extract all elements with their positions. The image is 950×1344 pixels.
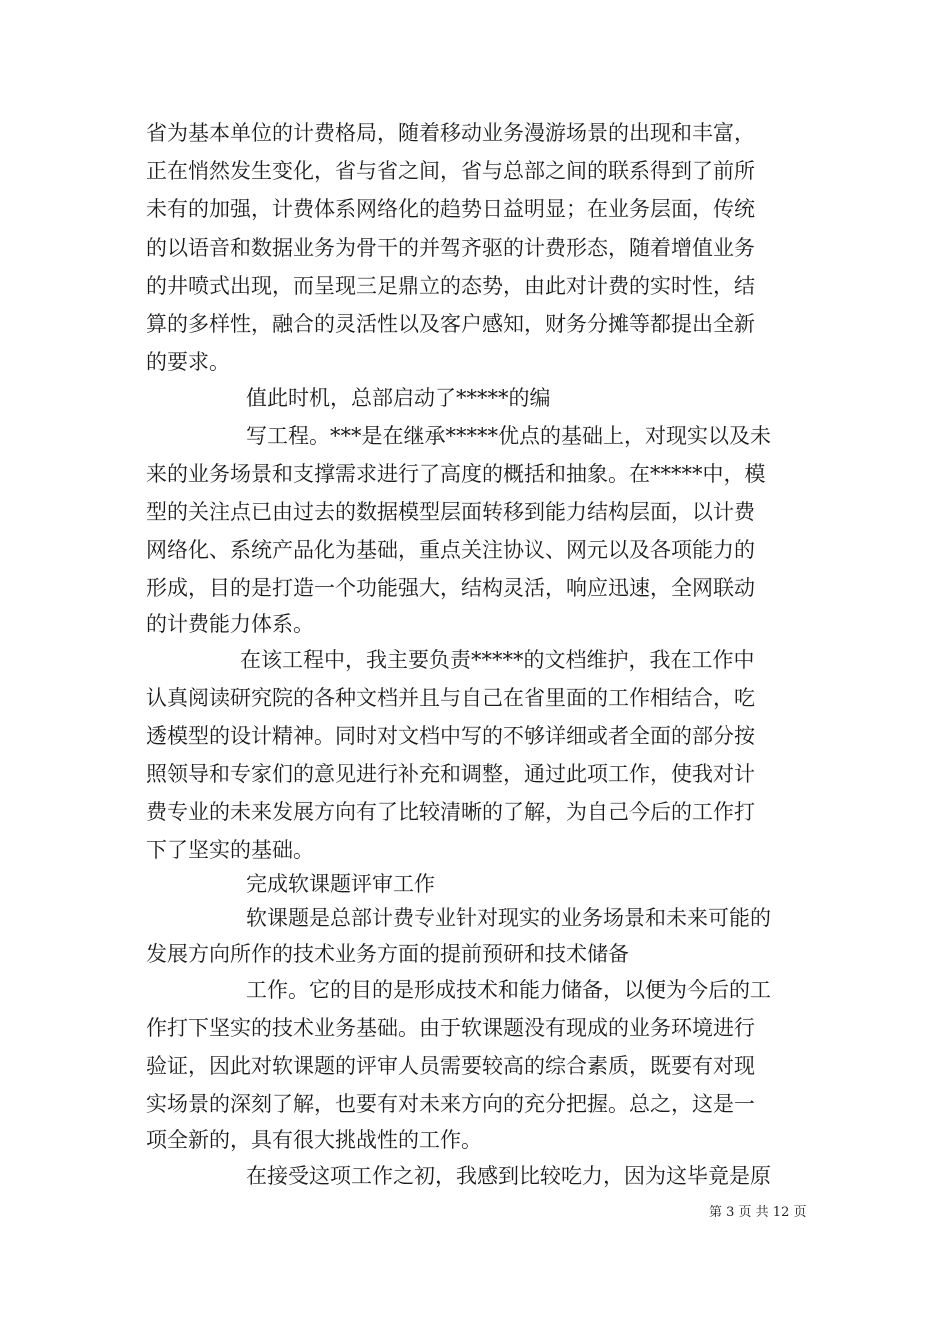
text-line: 省为基本单位的计费格局，随着移动业务漫游场景的出现和丰富， bbox=[146, 121, 755, 145]
text-line: 的计费能力体系。 bbox=[146, 612, 314, 636]
text-line: 工作。它的目的是形成技术和能力储备，以便为今后的工 bbox=[246, 978, 771, 1002]
text-line: 照领导和专家们的意见进行补充和调整，通过此项工作，使我对计 bbox=[146, 762, 755, 786]
text-line: 项全新的，具有很大挑战性的工作。 bbox=[146, 1128, 482, 1152]
text-line: 作打下坚实的技术业务基础。由于软课题没有现成的业务环境进行 bbox=[146, 1016, 755, 1040]
text-line: 下了坚实的基础。 bbox=[146, 838, 314, 862]
section-heading: 完成软课题评审工作 bbox=[246, 872, 435, 896]
text-line: 未有的加强，计费体系网络化的趋势日益明显；在业务层面，传统 bbox=[146, 197, 755, 221]
text-line: 认真阅读研究院的各种文档并且与自己在省里面的工作相结合，吃 bbox=[146, 686, 755, 710]
text-line: 实场景的深刻了解，也要有对未来方向的充分把握。总之，这是一 bbox=[146, 1092, 755, 1116]
text-line: 在该工程中，我主要负责*****的文档维护，我在工作中 bbox=[240, 648, 755, 672]
text-line: 形成，目的是打造一个功能强大，结构灵活，响应迅速，全网联动 bbox=[146, 576, 755, 600]
text-line: 的以语音和数据业务为骨干的并驾齐驱的计费形态，随着增值业务 bbox=[146, 236, 755, 260]
text-line: 的要求。 bbox=[146, 350, 230, 374]
text-line: 费专业的未来发展方向有了比较清晰的了解，为自己今后的工作打 bbox=[146, 800, 755, 824]
text-line: 值此时机，总部启动了*****的编 bbox=[246, 386, 551, 410]
text-line: 软课题是总部计费专业针对现实的业务场景和未来可能的 bbox=[246, 906, 771, 930]
text-line: 写工程。***是在继承*****优点的基础上，对现实以及未 bbox=[246, 424, 771, 448]
text-line: 型的关注点已由过去的数据模型层面转移到能力结构层面，以计费 bbox=[146, 500, 755, 524]
text-line: 来的业务场景和支撑需求进行了高度的概括和抽象。在*****中，模 bbox=[146, 462, 766, 486]
text-line: 算的多样性，融合的灵活性以及客户感知，财务分摊等都提出全新 bbox=[146, 312, 755, 336]
text-line: 在接受这项工作之初，我感到比较吃力，因为这毕竟是原 bbox=[246, 1164, 771, 1188]
text-line: 透模型的设计精神。同时对文档中写的不够详细或者全面的部分按 bbox=[146, 724, 755, 748]
text-line: 网络化、系统产品化为基础，重点关注协议、网元以及各项能力的 bbox=[146, 538, 755, 562]
page-number: 第 3 页 共 12 页 bbox=[709, 1205, 807, 1220]
text-line: 验证，因此对软课题的评审人员需要较高的综合素质，既要有对现 bbox=[146, 1054, 755, 1078]
text-line: 发展方向所作的技术业务方面的提前预研和技术储备 bbox=[146, 942, 629, 966]
text-line: 正在悄然发生变化，省与省之间，省与总部之间的联系得到了前所 bbox=[146, 159, 755, 183]
text-line: 的井喷式出现，而呈现三足鼎立的态势，由此对计费的实时性，结 bbox=[146, 274, 755, 298]
